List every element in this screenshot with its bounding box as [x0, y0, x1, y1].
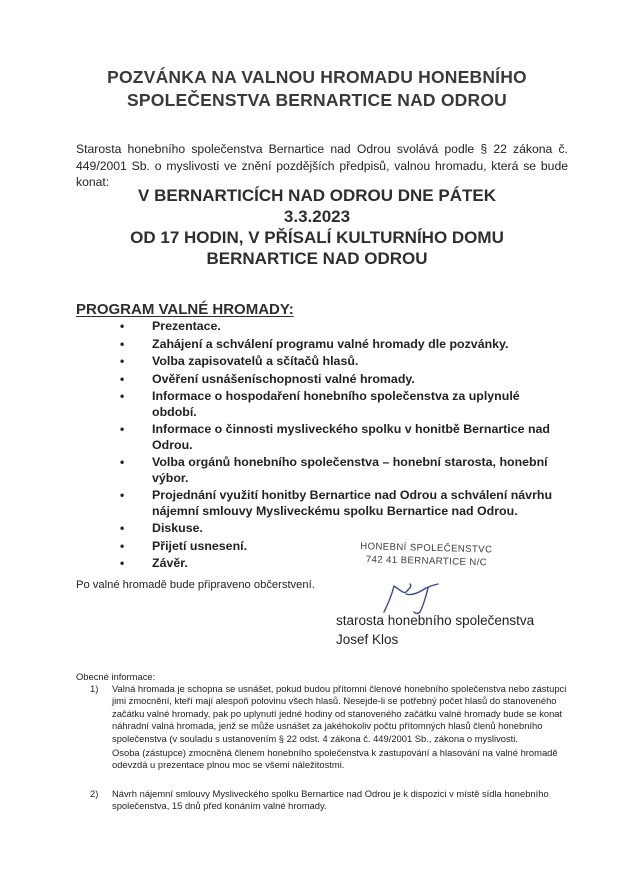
item-number: 1)	[90, 683, 99, 694]
program-item: • Projednání využití honitby Bernartice nad Odrou a schválení návrhu nájemní smlouvy Mysliveckému spolku Bernartice nad Odrou.	[116, 488, 556, 519]
official-stamp	[360, 540, 511, 570]
general-info-list	[78, 683, 578, 813]
program-item: • Ověření usnášeníschopnosti valné hromady.	[116, 372, 556, 388]
program-heading: PROGRAM VALNÉ HROMADY:	[76, 301, 294, 318]
title-line-2: SPOLEČENSTVA BERNARTICE NAD ODROU	[127, 90, 507, 110]
program-item: • Zahájení a schválení programu valné hromady dle pozvánky.	[116, 337, 556, 353]
program-item: • Informace o činnosti mysliveckého spolku v honitbě Bernartice nad Odrou.	[116, 422, 556, 453]
general-info-item	[78, 683, 578, 772]
handwritten-signature	[380, 580, 450, 616]
program-item: • Prezentace.	[116, 319, 556, 335]
stamp-line-1: HONEBNÍ SPOLEČENSTVC	[360, 541, 493, 556]
event-time-venue: OD 17 HODIN, V PŘÍSALÍ KULTURNÍHO DOMU	[130, 228, 504, 247]
program-item: • Volba zapisovatelů a sčítačů hlasů.	[116, 354, 556, 370]
stamp-line-2: 742 41 BERNARTICE N/C	[365, 554, 488, 569]
signature-role: starosta honebního společenstva	[336, 613, 535, 628]
item-subtext: Osoba (zástupce) zmocněná členem honebního společenstva k zastupování a hlasování na valné hromadě odevzdá u prezentace plnou moc se všemi náležitostmi.	[112, 747, 558, 771]
event-date: 3.3.2023	[283, 207, 351, 226]
program-item: • Závěr.	[116, 556, 556, 572]
general-info-item	[78, 788, 578, 813]
signature-block	[336, 612, 534, 649]
event-venue-town: BERNARTICE NAD ODROU	[206, 249, 428, 268]
refreshment-note: Po valné hromadě bude připraveno občerstvení.	[76, 579, 315, 591]
intro-paragraph: Starosta honebního společenstva Bernartice nad Odrou svolává podle § 22 zákona č. 449/2001 Sb. o myslivosti ve znění pozdějších předpisů, valnou hromadu, která se bude konat:	[76, 142, 568, 189]
item-number: 2)	[90, 787, 99, 799]
document-title	[40, 66, 594, 112]
general-info-heading: Obecné informace:	[76, 671, 156, 682]
signature-name: Josef Klos	[336, 631, 399, 647]
program-item: • Volba orgánů honebního společenstva – honební starosta, honební výbor.	[116, 455, 556, 486]
item-text: Návrh nájemní smlouvy Mysliveckého spolku Bernartice nad Odrou je k dispozici v místě sídla honebního společenstva, 15 dnů před konáním valné hromady.	[112, 787, 549, 812]
program-item: • Přijetí usnesení.	[116, 539, 556, 555]
program-item: • Informace o hospodaření honebního společenstva za uplynulé období.	[116, 389, 556, 420]
program-item: • Diskuse.	[116, 521, 556, 537]
event-details	[40, 185, 594, 269]
item-text: Valná hromada je schopna se usnášet, pokud budou přítomni členové honebního společenstva nebo zástupci jimi zmocnění, kteří mají alespoň polovinu všech hlasů. Nesejde-li se potřebný počet hlasů do stanoveného začátku valné hromady, pak po uplynutí jedné hodiny od stanoveného začátku valné hromady bude se konat náhradní valná hromada, jenž se může usnášet za jakéhokoliv počtu přítomných hlasů členů honebního společenstva (v souladu s ustanovením § 22 odst. 4 zákona č. 449/2001 Sb., zákona o myslivosti.	[112, 683, 567, 744]
program-list	[116, 319, 556, 574]
event-place-day: V BERNARTICÍCH NAD ODROU DNE PÁTEK	[138, 186, 496, 205]
title-line-1: POZVÁNKA NA VALNOU HROMADU HONEBNÍHO	[107, 67, 527, 87]
